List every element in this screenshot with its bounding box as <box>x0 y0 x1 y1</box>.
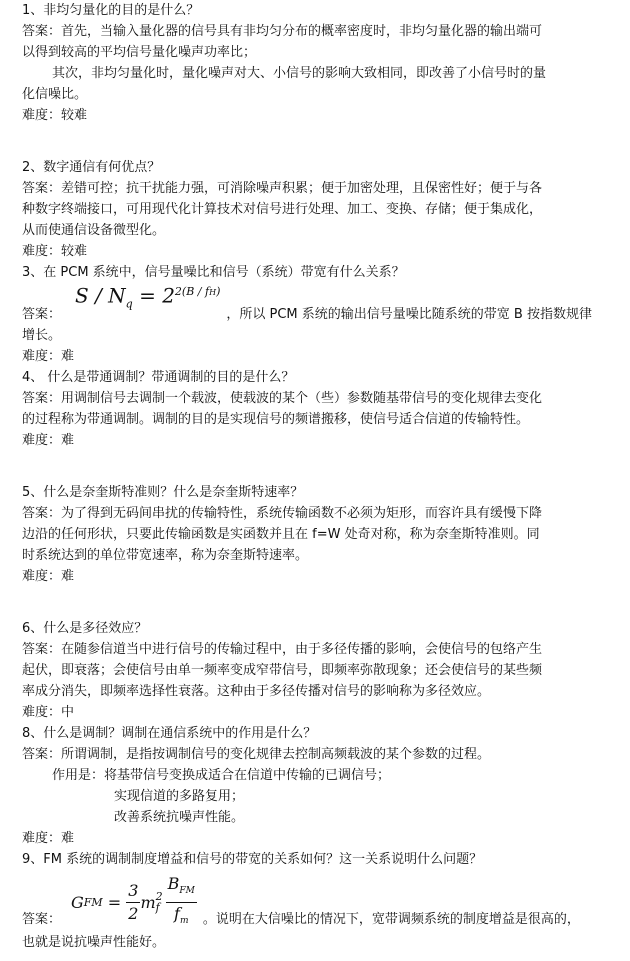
modulation-index-term <box>140 891 162 913</box>
question-8-answer-line-3: 实现信道的多路复用； <box>114 789 245 804</box>
question-8 <box>22 723 618 849</box>
frac2-den-sub: m <box>179 916 189 926</box>
question-4-title: 4、 什么是带通调制？带通调制的目的是什么？ <box>22 370 295 385</box>
question-8-answer-line-4: 改善系统抗噪声性能。 <box>114 810 245 825</box>
question-3-answer-line-2: 增长。 <box>22 328 62 343</box>
question-1-answer-line-2: 以得到较高的平均信号量化噪声功率比； <box>22 45 257 60</box>
frac2-den: f <box>174 903 180 923</box>
question-8-title: 8、什么是调制？调制在通信系统中的作用是什么？ <box>22 726 317 741</box>
fraction-three-halves <box>126 880 140 925</box>
question-1-title: 1、非均匀量化的目的是什么？ <box>22 3 200 18</box>
formula-sub: q <box>125 298 133 311</box>
frac2-num-sub: FM <box>179 885 195 896</box>
fraction-numerator: 3 <box>126 880 140 903</box>
question-6-answer-line-3: 率成分消失，即频率选择性衰落。这种由于多径传播对信号的影响称为多径效应。 <box>22 684 491 699</box>
question-3-difficulty: 难度：难 <box>22 349 75 364</box>
question-6-difficulty: 难度：中 <box>22 705 75 720</box>
fm-gain-formula <box>71 873 197 932</box>
answer-label: 答案： <box>22 912 62 927</box>
snr-formula <box>75 278 220 319</box>
formula-mid: m <box>140 892 156 912</box>
question-6-answer-line-1: 答案：在随参信道当中进行信号的传输过程中，由于多径传播的影响，会使信号的包络产生 <box>22 642 543 657</box>
question-5-answer-line-3: 时系统达到的单位带宽速率，称为奈奎斯特速率。 <box>22 548 309 563</box>
formula-lhs: G <box>71 892 84 912</box>
question-1-answer-line-1: 答案：首先，当输入量化器的信号具有非均匀分布的概率密度时，非均匀量化器的输出端可 <box>22 24 543 39</box>
question-9-answer-line-2: 也就是说抗噪声性能好。 <box>22 935 166 950</box>
question-5-difficulty: 难度：难 <box>22 569 75 584</box>
question-8-answer-line-1: 答案：所谓调制，是指按调制信号的变化规律去控制高频载波的某个参数的过程。 <box>22 747 491 762</box>
spacer <box>22 126 618 157</box>
question-2 <box>22 157 618 262</box>
question-4-difficulty: 难度：难 <box>22 433 75 448</box>
question-3 <box>22 262 618 367</box>
question-3-title: 3、在 PCM 系统中，信号量噪比和信号（系统）带宽有什么关系？ <box>22 265 405 280</box>
fraction-denominator: 2 <box>128 903 139 923</box>
question-1-difficulty: 难度：较难 <box>22 108 88 123</box>
question-1-answer-line-4: 化信噪比。 <box>22 87 88 102</box>
formula-mid-sub: f <box>155 901 160 915</box>
fraction-denominator <box>172 903 190 932</box>
question-3-answer-rest: ，所以 PCM 系统的输出信号量噪比随系统的带宽 B 按指数规律 <box>226 307 592 322</box>
question-4-answer-line-1: 答案：用调制信号去调制一个载波，使载波的某个（些）参数随基带信号的变化规律去变化 <box>22 391 543 406</box>
question-9-title: 9、FM 系统的调制制度增益和信号的带宽的关系如何？这一关系说明什么问题？ <box>22 852 483 867</box>
question-8-difficulty: 难度：难 <box>22 831 75 846</box>
spacer <box>22 587 618 618</box>
fraction-bandwidth-ratio <box>166 873 197 932</box>
formula-sup: 2(B / f <box>174 285 210 299</box>
formula-exponent <box>175 285 220 298</box>
question-5-answer-line-2: 边沿的任何形状，只要此传输函数是实函数并且在 f=W 处奇对称，称为奈奎斯特准则。同 <box>22 527 540 542</box>
question-6-answer-line-2: 起伏，即衰落；会使信号由单一频率变成窄带信号，即频率弥散现象；还会使信号的某些频 <box>22 663 543 678</box>
question-2-answer-line-1: 答案：差错可控；抗干扰能力强，可消除噪声积累；便于加密处理，且保密性好；便于与各 <box>22 181 543 196</box>
fraction-numerator <box>166 873 197 903</box>
question-9 <box>22 849 618 953</box>
formula-lhs: S / N <box>75 284 126 308</box>
formula-eq: = 2 <box>132 284 175 308</box>
question-4-answer-line-2: 的过程称为带通调制。调制的目的是实现信号的频谱搬移，使信号适合信道的传输特性。 <box>22 412 530 427</box>
question-1-answer-line-3: 其次，非均匀量化时，量化噪声对大、小信号的影响大致相同，即改善了小信号时的量 <box>52 66 547 81</box>
question-9-answer-rest: 。说明在大信噪比的情况下，宽带调频系统的制度增益是很高的， <box>202 912 580 927</box>
spacer <box>22 451 618 482</box>
question-6 <box>22 618 618 723</box>
question-2-difficulty: 难度：较难 <box>22 244 88 259</box>
script-stack <box>156 891 163 913</box>
question-5-answer-line-1: 答案：为了得到无码间串扰的传输特性，系统传输函数不必须为矩形，而容许具有缓慢下降 <box>22 506 543 521</box>
frac2-num: B <box>167 873 180 893</box>
formula-sup-end: ) <box>216 285 221 299</box>
question-3-answer-line-1 <box>22 283 618 325</box>
question-2-answer-line-2: 种数字终端接口，可用现代化计算技术对信号进行处理、加工、变换、存储；便于集成化， <box>22 202 543 217</box>
question-4 <box>22 367 618 451</box>
question-2-title: 2、数字通信有何优点？ <box>22 160 161 175</box>
question-6-title: 6、什么是多径效应？ <box>22 621 148 636</box>
answer-label: 答案： <box>22 307 62 322</box>
question-1 <box>22 0 618 126</box>
formula-eq: = <box>102 892 127 912</box>
question-5 <box>22 482 618 587</box>
question-9-answer-line-1 <box>22 870 618 932</box>
formula-lhs-sub: FM <box>83 895 103 909</box>
formula-sup-sub: H <box>209 288 217 298</box>
question-8-answer-line-2: 作用是：将基带信号变换成适合在信道中传输的已调信号； <box>52 768 391 783</box>
formula-mid-sup: 2 <box>155 890 163 904</box>
question-2-answer-line-3: 从而使通信设备微型化。 <box>22 223 166 238</box>
question-5-title: 5、什么是奈奎斯特准则？什么是奈奎斯特速率？ <box>22 485 304 500</box>
